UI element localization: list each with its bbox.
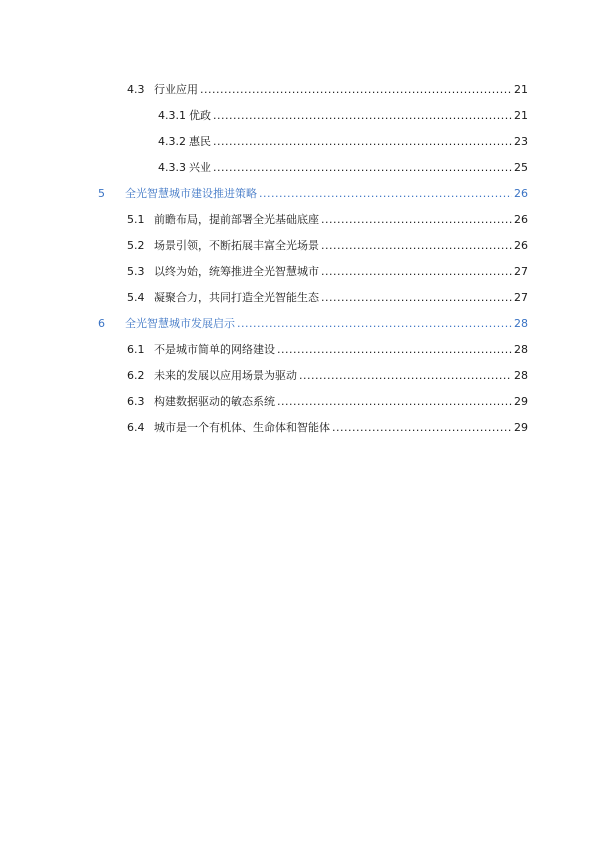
toc-entry-number: 5.2 bbox=[127, 239, 145, 252]
toc-entry-4-3-3[interactable] bbox=[158, 160, 528, 176]
toc-entry-number: 5.1 bbox=[127, 213, 145, 226]
toc-entry-title: 以终为始，统筹推进全光智慧城市 bbox=[154, 265, 319, 278]
toc-entry-number: 6.1 bbox=[127, 343, 145, 356]
toc-entry-number: 6.3 bbox=[127, 395, 145, 408]
toc-entry-6-3[interactable] bbox=[127, 394, 528, 410]
toc-entry-5-3[interactable] bbox=[127, 264, 528, 280]
toc-entry-6-1[interactable] bbox=[127, 342, 528, 358]
toc-entry-page: 23 bbox=[514, 135, 528, 148]
toc-entry-number: 5.4 bbox=[127, 291, 145, 304]
toc-dot-leader bbox=[213, 108, 512, 124]
toc-entry-number: 6.4 bbox=[127, 421, 145, 434]
toc-entry-number: 5.3 bbox=[127, 265, 145, 278]
toc-entry-title: 全光智慧城市建设推进策略 bbox=[125, 187, 257, 200]
toc-entry-5-4[interactable] bbox=[127, 290, 528, 306]
toc-entry-4-3[interactable] bbox=[127, 82, 528, 98]
toc-dot-leader bbox=[321, 290, 512, 306]
toc-dot-leader bbox=[321, 212, 512, 228]
toc-entry-page: 29 bbox=[514, 395, 528, 408]
toc-entry-title: 凝聚合力，共同打造全光智能生态 bbox=[154, 291, 319, 304]
toc-dot-leader bbox=[259, 186, 512, 202]
toc-entry-5-1[interactable] bbox=[127, 212, 528, 228]
toc-dot-leader bbox=[277, 342, 512, 358]
toc-entry-4-3-2[interactable] bbox=[158, 134, 528, 150]
toc-chapter-5[interactable] bbox=[98, 186, 528, 202]
toc-entry-page: 27 bbox=[514, 265, 528, 278]
toc-entry-title: 未来的发展以应用场景为驱动 bbox=[154, 369, 297, 382]
toc-entry-5-2[interactable] bbox=[127, 238, 528, 254]
toc-entry-6-2[interactable] bbox=[127, 368, 528, 384]
toc-dot-leader bbox=[321, 264, 512, 280]
toc-entry-title: 构建数据驱动的敏态系统 bbox=[154, 395, 275, 408]
toc-dot-leader bbox=[200, 82, 512, 98]
toc-entry-number: 4.3.3 bbox=[158, 161, 186, 174]
toc-entry-number: 6.2 bbox=[127, 369, 145, 382]
toc-entry-page: 25 bbox=[514, 161, 528, 174]
toc-entry-title: 全光智慧城市发展启示 bbox=[125, 317, 235, 330]
toc-entry-title: 惠民 bbox=[189, 135, 211, 148]
toc-entry-number: 4.3.1 bbox=[158, 109, 186, 122]
toc-entry-number: 4.3.2 bbox=[158, 135, 186, 148]
toc-entry-page: 26 bbox=[514, 187, 528, 200]
toc-entry-page: 27 bbox=[514, 291, 528, 304]
toc-dot-leader bbox=[237, 316, 512, 332]
toc-entry-page: 29 bbox=[514, 421, 528, 434]
toc-entry-number: 4.3 bbox=[127, 83, 145, 96]
toc-dot-leader bbox=[299, 368, 512, 384]
toc-dot-leader bbox=[277, 394, 512, 410]
toc-entry-page: 26 bbox=[514, 213, 528, 226]
toc-entry-4-3-1[interactable] bbox=[158, 108, 528, 124]
toc-dot-leader bbox=[321, 238, 512, 254]
toc-entry-page: 26 bbox=[514, 239, 528, 252]
toc-entry-number: 5 bbox=[98, 187, 105, 200]
toc-entry-page: 28 bbox=[514, 369, 528, 382]
toc-entry-title: 兴业 bbox=[189, 161, 211, 174]
toc-entry-number: 6 bbox=[98, 317, 105, 330]
toc-dot-leader bbox=[213, 160, 512, 176]
toc-entry-6-4[interactable] bbox=[127, 420, 528, 436]
toc-entry-title: 城市是一个有机体、生命体和智能体 bbox=[154, 421, 330, 434]
toc-entry-title: 优政 bbox=[189, 109, 211, 122]
toc-entry-page: 28 bbox=[514, 317, 528, 330]
toc-chapter-6[interactable] bbox=[98, 316, 528, 332]
toc-entry-title: 前瞻布局，提前部署全光基础底座 bbox=[154, 213, 319, 226]
toc-dot-leader bbox=[332, 420, 512, 436]
toc-entry-title: 场景引领，不断拓展丰富全光场景 bbox=[154, 239, 319, 252]
toc-dot-leader bbox=[213, 134, 512, 150]
toc-entry-page: 21 bbox=[514, 109, 528, 122]
toc-entry-page: 28 bbox=[514, 343, 528, 356]
toc-entry-title: 不是城市简单的网络建设 bbox=[154, 343, 275, 356]
toc-entry-title: 行业应用 bbox=[154, 83, 198, 96]
toc-entry-page: 21 bbox=[514, 83, 528, 96]
